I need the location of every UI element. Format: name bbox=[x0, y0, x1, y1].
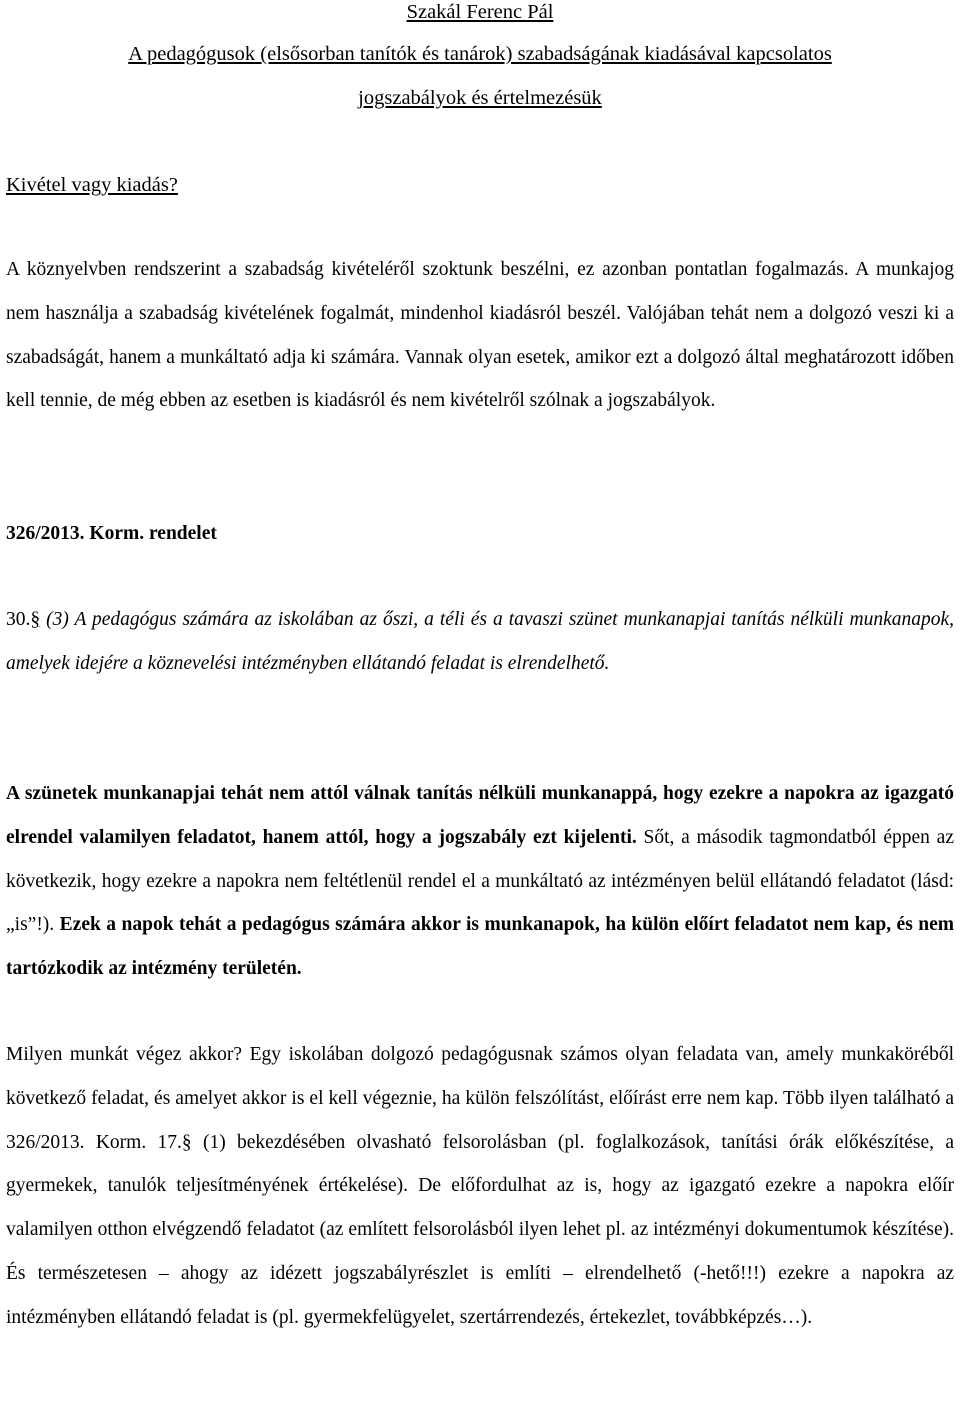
document-title-line-1: A pedagógusok (elsősorban tanítók és tanárok) szabadságának kiadásával kapcsolatos bbox=[128, 43, 832, 65]
paragraph-text-1: Sőt, a második tagmondatból éppen az következik, hogy ezekre a napokra nem feltétlenül rendel el a munkáltató az intézményen belül ellátandó feladatot (lásd: „is”!). bbox=[6, 826, 954, 936]
legal-quote bbox=[6, 598, 954, 686]
section-sign-2: § bbox=[181, 1131, 192, 1153]
paragraph-milyen-munkat bbox=[6, 1033, 954, 1340]
section-sign: § bbox=[30, 609, 41, 630]
quote-number: 30. bbox=[6, 609, 31, 630]
paragraph-szunetek bbox=[6, 772, 954, 991]
paragraph-kiadas: A köznyelvben rendszerint a szabadság kivételéről szoktunk beszélni, ez azonban pontatlan fogalmazás. A munkajog nem használja a szabadság kivételének fogalmát, mindenhol kiadásról beszél. Valójában tehát nem a dolgozó veszi ki a szabadságát, hanem a munkáltató adja ki számára. Vannak olyan esetek, amikor ezt a dolgozó által meghatározott időben kell tennie, de még ebben az esetben is kiadásról és nem kivételről szólnak a jogszabályok. bbox=[6, 259, 954, 412]
section-heading-kivetel: Kivétel vagy kiadás? bbox=[6, 174, 178, 196]
bold-statement-2: Ezek a napok tehát a pedagógus számára akkor is munkanapok, ha külön előírt feladatot nem kap, és nem tartózkodik az intézmény területén. bbox=[6, 914, 954, 980]
section-heading-rendelet: 326/2013. Korm. rendelet bbox=[6, 523, 217, 544]
paragraph-text-2a: Milyen munkát végez akkor? Egy iskolában dolgozó pedagógusnak számos olyan feladata van, amely munkaköréből következő feladat, és amelyet akkor is el kell végeznie, ha külön felszólítást, előírást erre nem kap. Több ilyen található a 326/2013. Korm. 17. bbox=[6, 1044, 954, 1153]
bold-statement-1: A szünetek munkanapjai tehát nem attól válnak tanítás nélküli munkanappá, hogy ezekre a napokra az igazgató elrendel valamilyen feladatot, hanem attól, hogy a jogszabály ezt kijelenti. bbox=[6, 783, 954, 848]
author-name: Szakál Ferenc Pál bbox=[406, 1, 554, 23]
document-title-line-2: jogszabályok és értelmezésük bbox=[358, 87, 602, 109]
quote-text: (3) A pedagógus számára az iskolában az őszi, a téli és a tavaszi szünet munkanapjai tanítás nélküli munkanapok, amelyek idejére a köznevelési intézményben ellátandó feladat is elrendelhető. bbox=[6, 609, 954, 674]
paragraph-text-2b: (1) bekezdésében olvasható felsorolásban (pl. foglalkozások, tanítási órák előkészítése, a gyermekek, tanulók teljesítményének értékelése). De előfordulhat az is, hogy az igazgató ezekre a napokra előír valamilyen otthon elvégzendő feladatot (az említett felsorolásból ilyen lehet pl. az intézményi dokumentumok készítése). És természetesen – ahogy az idézett jogszabályrészlet is említi – elrendelhető (-hető!!!) ezekre a napokra az intézményben ellátandó feladat is (pl. gyermekfelügyelet, szertárrendezés, értekezlet, továbbképzés…). bbox=[6, 1131, 954, 1328]
